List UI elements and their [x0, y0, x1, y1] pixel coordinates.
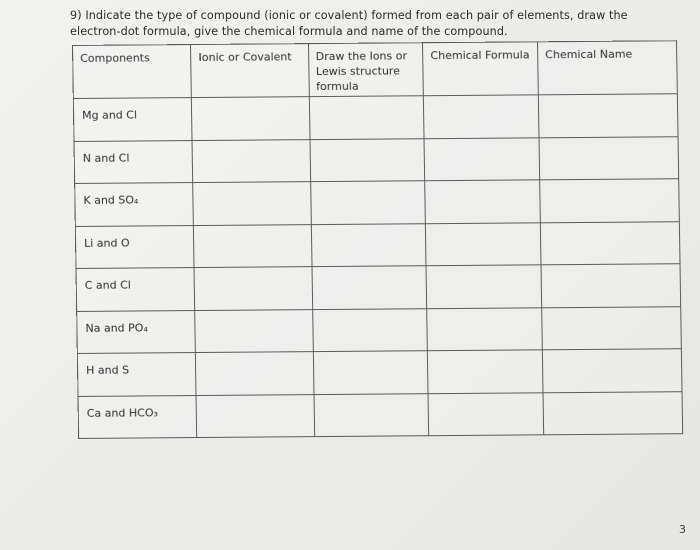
ionic-covalent-cell[interactable]	[192, 139, 310, 182]
ionic-covalent-cell[interactable]	[193, 182, 311, 225]
page-number: 3	[679, 523, 686, 536]
chemical-name-cell[interactable]	[539, 136, 679, 180]
chemical-name-cell[interactable]	[540, 221, 680, 265]
ionic-covalent-cell[interactable]	[196, 394, 314, 437]
header-chemical-name: Chemical Name	[538, 41, 678, 95]
chemical-formula-cell[interactable]	[428, 350, 543, 393]
chemical-name-cell[interactable]	[542, 349, 682, 393]
lewis-structure-cell[interactable]	[311, 223, 426, 266]
header-lewis-structure: Draw the Ions or Lewis structure formula	[308, 43, 424, 97]
question-text: 9) Indicate the type of compound (ionic or covalent) formed from each pair of elements, draw the electron-dot formula, give the chemical formula and name of the compound.	[70, 9, 628, 38]
header-ionic-covalent: Ionic or Covalent	[191, 44, 309, 98]
chemical-name-cell[interactable]	[543, 391, 683, 435]
row-components-cell: K and SO₄	[75, 183, 194, 226]
table-row	[78, 391, 683, 438]
row-components-cell: H and S	[77, 353, 196, 396]
lewis-structure-cell[interactable]	[312, 308, 427, 351]
lewis-structure-cell[interactable]	[313, 351, 428, 394]
row-components-cell: Na and PO₄	[77, 310, 196, 353]
chemical-formula-cell[interactable]	[426, 222, 541, 265]
ionic-covalent-cell[interactable]	[196, 352, 314, 395]
row-components-cell: Ca and HCO₃	[78, 395, 197, 438]
ionic-covalent-cell[interactable]	[195, 309, 313, 352]
table-row	[75, 179, 680, 226]
header-components: Components	[73, 45, 192, 99]
table-header-row	[73, 41, 678, 99]
lewis-structure-cell[interactable]	[312, 266, 427, 309]
compound-table	[72, 40, 683, 439]
chemical-name-cell[interactable]	[541, 264, 681, 308]
chemical-formula-cell[interactable]	[426, 265, 541, 308]
lewis-structure-cell[interactable]	[310, 181, 425, 224]
ionic-covalent-cell[interactable]	[194, 224, 312, 267]
lewis-structure-cell[interactable]	[314, 393, 429, 436]
chemical-formula-cell[interactable]	[424, 95, 539, 138]
chemical-formula-cell[interactable]	[425, 180, 540, 223]
row-components-cell: Li and O	[75, 225, 194, 268]
header-chemical-formula: Chemical Formula	[423, 42, 539, 96]
table-row	[77, 306, 682, 353]
row-components-cell: N and Cl	[74, 140, 193, 183]
chemical-name-cell[interactable]	[538, 94, 678, 138]
table-row	[75, 221, 680, 268]
table-row	[77, 349, 682, 396]
lewis-structure-cell[interactable]	[310, 138, 425, 181]
table-row	[74, 136, 679, 183]
chemical-name-cell[interactable]	[542, 306, 682, 350]
compound-table-wrapper	[72, 40, 683, 435]
ionic-covalent-cell[interactable]	[192, 97, 310, 140]
ionic-covalent-cell[interactable]	[194, 267, 312, 310]
row-components-cell: Mg and Cl	[73, 98, 192, 141]
chemical-formula-cell[interactable]	[427, 307, 542, 350]
row-components-cell: C and Cl	[76, 268, 195, 311]
table-row	[76, 264, 681, 311]
chemical-formula-cell[interactable]	[428, 392, 543, 435]
chemical-name-cell[interactable]	[540, 179, 680, 223]
chemical-formula-cell[interactable]	[424, 137, 539, 180]
table-row	[73, 94, 678, 141]
lewis-structure-cell[interactable]	[309, 96, 424, 139]
